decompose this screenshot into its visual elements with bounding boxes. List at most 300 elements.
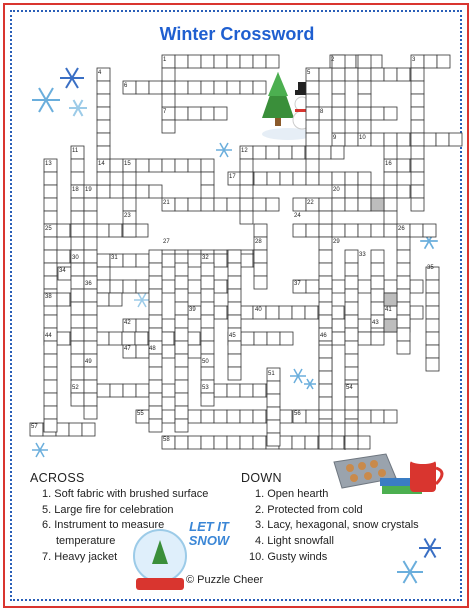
grid-cell[interactable] <box>187 332 200 345</box>
grid-cell[interactable] <box>71 224 84 237</box>
grid-cell[interactable] <box>240 384 253 397</box>
grid-cell[interactable] <box>214 107 227 120</box>
grid-cell[interactable] <box>384 68 397 81</box>
grid-cell[interactable] <box>358 94 371 107</box>
grid-cell[interactable] <box>228 263 241 276</box>
grid-cell[interactable] <box>266 198 279 211</box>
grid-cell[interactable] <box>371 68 384 81</box>
grid-cell[interactable] <box>397 276 410 289</box>
grid-cell[interactable] <box>319 436 332 449</box>
grid-cell[interactable] <box>345 423 358 436</box>
grid-cell[interactable] <box>292 306 305 319</box>
grid-cell[interactable] <box>123 384 136 397</box>
grid-cell[interactable] <box>71 367 84 380</box>
grid-cell[interactable] <box>97 81 110 94</box>
grid-cell[interactable] <box>267 332 280 345</box>
grid-cell[interactable] <box>110 185 123 198</box>
grid-cell[interactable] <box>136 280 149 293</box>
grid-cell[interactable] <box>384 107 397 120</box>
grid-cell[interactable] <box>162 280 175 293</box>
grid-cell[interactable] <box>44 393 57 406</box>
grid-cell[interactable] <box>71 263 84 276</box>
grid-cell[interactable] <box>162 384 175 397</box>
grid-cell[interactable] <box>97 280 110 293</box>
grid-cell[interactable] <box>201 367 214 380</box>
grid-cell[interactable] <box>175 55 188 68</box>
grid-cell[interactable] <box>240 254 253 267</box>
grid-cell[interactable] <box>384 133 397 146</box>
grid-cell[interactable] <box>44 172 57 185</box>
grid-cell[interactable] <box>411 198 424 211</box>
grid-cell[interactable] <box>319 358 332 371</box>
grid-cell[interactable] <box>358 224 371 237</box>
grid-cell[interactable] <box>253 55 266 68</box>
grid-cell[interactable] <box>97 120 110 133</box>
grid-cell[interactable] <box>240 159 253 172</box>
grid-cell[interactable] <box>175 354 188 367</box>
grid-cell[interactable] <box>240 436 253 449</box>
grid-cell[interactable] <box>162 94 175 107</box>
grid-cell[interactable] <box>306 172 319 185</box>
grid-cell[interactable] <box>358 81 371 94</box>
grid-cell[interactable] <box>201 172 214 185</box>
grid-cell[interactable] <box>201 341 214 354</box>
grid-cell[interactable] <box>397 68 410 81</box>
grid-cell[interactable] <box>84 250 97 263</box>
grid-cell[interactable] <box>319 345 332 358</box>
grid-cell[interactable] <box>71 211 84 224</box>
grid-cell[interactable] <box>449 133 462 146</box>
grid-cell[interactable] <box>240 185 253 198</box>
grid-cell[interactable] <box>371 289 384 302</box>
grid-cell[interactable] <box>411 159 424 172</box>
grid-cell[interactable] <box>426 293 439 306</box>
grid-cell[interactable] <box>71 354 84 367</box>
grid-cell[interactable] <box>201 302 214 315</box>
grid-cell[interactable] <box>97 107 110 120</box>
grid-cell[interactable] <box>319 224 332 237</box>
grid-cell[interactable] <box>332 81 345 94</box>
grid-cell[interactable] <box>149 380 162 393</box>
grid-cell[interactable] <box>345 367 358 380</box>
grid-cell[interactable] <box>201 185 214 198</box>
grid-cell[interactable] <box>136 254 149 267</box>
grid-cell[interactable] <box>332 224 345 237</box>
grid-cell[interactable] <box>426 332 439 345</box>
grid-cell[interactable] <box>201 81 214 94</box>
grid-cell[interactable] <box>331 146 344 159</box>
grid-cell[interactable] <box>371 224 384 237</box>
grid-cell[interactable] <box>410 306 423 319</box>
grid-cell[interactable] <box>345 263 358 276</box>
grid-cell[interactable] <box>319 384 332 397</box>
grid-cell[interactable] <box>71 393 84 406</box>
grid-cell[interactable] <box>267 172 280 185</box>
grid-cell[interactable] <box>149 81 162 94</box>
grid-cell[interactable] <box>293 198 306 211</box>
grid-cell[interactable] <box>44 315 57 328</box>
grid-cell[interactable] <box>345 198 358 211</box>
grid-cell[interactable] <box>162 159 175 172</box>
grid-cell[interactable] <box>240 306 253 319</box>
grid-cell[interactable] <box>136 159 149 172</box>
grid-cell[interactable] <box>345 276 358 289</box>
grid-cell[interactable] <box>214 436 227 449</box>
grid-cell[interactable] <box>279 306 292 319</box>
grid-cell[interactable] <box>292 436 305 449</box>
grid-cell[interactable] <box>136 319 149 332</box>
grid-cell[interactable] <box>397 289 410 302</box>
grid-cell[interactable] <box>358 198 371 211</box>
grid-cell[interactable] <box>228 276 241 289</box>
grid-cell[interactable] <box>97 254 110 267</box>
grid-cell[interactable] <box>319 263 332 276</box>
grid-cell[interactable] <box>188 107 201 120</box>
grid-cell[interactable] <box>123 198 136 211</box>
grid-cell[interactable] <box>371 250 384 263</box>
grid-cell[interactable] <box>149 354 162 367</box>
grid-cell[interactable] <box>331 436 344 449</box>
grid-cell[interactable] <box>228 367 241 380</box>
grid-cell[interactable] <box>426 280 439 293</box>
grid-cell[interactable] <box>214 254 227 267</box>
grid-cell[interactable] <box>318 146 331 159</box>
grid-cell[interactable] <box>253 410 266 423</box>
grid-cell[interactable] <box>345 354 358 367</box>
grid-cell[interactable] <box>358 185 371 198</box>
grid-cell[interactable] <box>123 224 136 237</box>
grid-cell[interactable] <box>214 280 227 293</box>
grid-cell[interactable] <box>175 159 188 172</box>
grid-cell[interactable] <box>306 94 319 107</box>
grid-cell[interactable] <box>135 224 148 237</box>
grid-cell[interactable] <box>201 198 214 211</box>
grid-cell[interactable] <box>306 224 319 237</box>
grid-cell[interactable] <box>84 315 97 328</box>
grid-cell[interactable] <box>188 436 201 449</box>
grid-cell[interactable] <box>84 224 97 237</box>
grid-cell[interactable] <box>306 159 319 172</box>
grid-cell[interactable] <box>57 224 70 237</box>
grid-cell[interactable] <box>227 410 240 423</box>
grid-cell[interactable] <box>371 410 384 423</box>
grid-cell[interactable] <box>345 449 358 450</box>
grid-cell[interactable] <box>240 410 253 423</box>
grid-cell[interactable] <box>411 81 424 94</box>
grid-cell[interactable] <box>162 254 175 267</box>
grid-cell[interactable] <box>44 354 57 367</box>
grid-cell[interactable] <box>280 332 293 345</box>
grid-cell[interactable] <box>227 198 240 211</box>
grid-cell[interactable] <box>175 315 188 328</box>
grid-cell[interactable] <box>358 172 371 185</box>
grid-cell[interactable] <box>358 68 371 81</box>
grid-cell[interactable] <box>253 81 266 94</box>
grid-cell[interactable] <box>240 81 253 94</box>
grid-cell[interactable] <box>306 133 319 146</box>
grid-cell[interactable] <box>437 55 450 68</box>
grid-cell[interactable] <box>175 198 188 211</box>
grid-cell[interactable] <box>162 120 175 133</box>
grid-cell[interactable] <box>254 250 267 263</box>
grid-cell[interactable] <box>97 146 110 159</box>
grid-cell[interactable] <box>357 436 370 449</box>
grid-cell[interactable] <box>135 332 148 345</box>
grid-cell[interactable] <box>371 185 384 198</box>
grid-cell[interactable] <box>175 341 188 354</box>
grid-cell[interactable] <box>319 211 332 224</box>
grid-cell[interactable] <box>44 211 57 224</box>
grid-cell[interactable] <box>136 185 149 198</box>
grid-cell[interactable] <box>149 159 162 172</box>
grid-cell[interactable] <box>332 319 345 332</box>
grid-cell[interactable] <box>228 315 241 328</box>
grid-cell[interactable] <box>397 328 410 341</box>
grid-cell[interactable] <box>228 250 241 263</box>
grid-cell[interactable] <box>44 250 57 263</box>
grid-cell[interactable] <box>384 211 397 224</box>
grid-cell[interactable] <box>122 332 135 345</box>
grid-cell[interactable] <box>319 68 332 81</box>
grid-cell[interactable] <box>228 341 241 354</box>
grid-cell[interactable] <box>411 172 424 185</box>
grid-cell[interactable] <box>123 254 136 267</box>
grid-cell[interactable] <box>82 423 95 436</box>
grid-cell[interactable] <box>149 289 162 302</box>
grid-cell[interactable] <box>214 410 227 423</box>
grid-cell[interactable] <box>188 159 201 172</box>
grid-cell[interactable] <box>161 332 174 345</box>
grid-cell[interactable] <box>84 198 97 211</box>
grid-cell[interactable] <box>345 341 358 354</box>
grid-cell[interactable] <box>175 328 188 341</box>
grid-cell[interactable] <box>358 107 371 120</box>
grid-cell[interactable] <box>188 198 201 211</box>
grid-cell[interactable] <box>332 68 345 81</box>
grid-cell[interactable] <box>149 328 162 341</box>
grid-cell[interactable] <box>227 55 240 68</box>
grid-cell[interactable] <box>188 345 201 358</box>
grid-cell[interactable] <box>411 68 424 81</box>
grid-cell[interactable] <box>279 146 292 159</box>
grid-cell[interactable] <box>254 276 267 289</box>
grid-cell[interactable] <box>227 436 240 449</box>
grid-cell[interactable] <box>426 345 439 358</box>
grid-cell[interactable] <box>332 332 345 345</box>
grid-cell[interactable] <box>188 280 201 293</box>
grid-cell[interactable] <box>149 263 162 276</box>
grid-cell[interactable] <box>332 107 345 120</box>
grid-cell[interactable] <box>162 345 175 358</box>
grid-cell[interactable] <box>292 146 305 159</box>
grid-cell[interactable] <box>384 185 397 198</box>
grid-cell[interactable] <box>110 280 123 293</box>
grid-cell[interactable] <box>175 107 188 120</box>
grid-cell[interactable] <box>319 371 332 384</box>
grid-cell[interactable] <box>306 146 319 159</box>
grid-cell[interactable] <box>240 172 253 185</box>
grid-cell[interactable] <box>136 81 149 94</box>
grid-cell[interactable] <box>254 332 267 345</box>
grid-cell[interactable] <box>319 276 332 289</box>
grid-cell[interactable] <box>253 384 266 397</box>
grid-cell[interactable] <box>71 159 84 172</box>
grid-cell[interactable] <box>71 198 84 211</box>
grid-cell[interactable] <box>384 280 397 293</box>
grid-cell[interactable] <box>227 384 240 397</box>
grid-cell[interactable] <box>253 198 266 211</box>
grid-cell[interactable] <box>44 276 57 289</box>
grid-cell[interactable] <box>175 367 188 380</box>
grid-cell[interactable] <box>84 393 97 406</box>
grid-cell[interactable] <box>97 133 110 146</box>
grid-cell[interactable] <box>149 419 162 432</box>
grid-cell[interactable] <box>397 237 410 250</box>
grid-cell[interactable] <box>358 280 371 293</box>
grid-cell[interactable] <box>136 345 149 358</box>
grid-cell[interactable] <box>188 410 201 423</box>
grid-cell[interactable] <box>397 341 410 354</box>
grid-cell[interactable] <box>109 224 122 237</box>
grid-cell[interactable] <box>319 250 332 263</box>
grid-cell[interactable] <box>175 81 188 94</box>
grid-cell[interactable] <box>358 55 371 68</box>
grid-cell[interactable] <box>44 263 57 276</box>
grid-cell[interactable] <box>306 120 319 133</box>
grid-cell[interactable] <box>175 406 188 419</box>
grid-cell[interactable] <box>44 367 57 380</box>
grid-cell[interactable] <box>162 319 175 332</box>
grid-cell[interactable] <box>397 159 410 172</box>
grid-cell[interactable] <box>201 315 214 328</box>
grid-cell[interactable] <box>201 107 214 120</box>
grid-cell[interactable] <box>332 198 345 211</box>
grid-cell[interactable] <box>345 436 358 449</box>
grid-cell[interactable] <box>240 198 253 211</box>
grid-cell[interactable] <box>397 263 410 276</box>
grid-cell[interactable] <box>109 293 122 306</box>
grid-cell[interactable] <box>306 280 319 293</box>
grid-cell[interactable] <box>201 263 214 276</box>
grid-cell[interactable] <box>345 224 358 237</box>
grid-cell[interactable] <box>84 328 97 341</box>
grid-cell[interactable] <box>123 280 136 293</box>
grid-cell[interactable] <box>411 107 424 120</box>
grid-cell[interactable] <box>423 133 436 146</box>
grid-cell[interactable] <box>345 250 358 263</box>
grid-cell[interactable] <box>306 410 319 423</box>
grid-cell[interactable] <box>411 146 424 159</box>
grid-cell[interactable] <box>397 185 410 198</box>
grid-cell[interactable] <box>305 306 318 319</box>
grid-cell[interactable] <box>279 410 292 423</box>
grid-cell[interactable] <box>345 315 358 328</box>
grid-cell[interactable] <box>44 341 57 354</box>
grid-cell[interactable] <box>371 133 384 146</box>
grid-cell[interactable] <box>371 276 384 289</box>
grid-cell[interactable] <box>84 380 97 393</box>
grid-cell[interactable] <box>175 393 188 406</box>
grid-cell[interactable] <box>44 406 57 419</box>
grid-cell[interactable] <box>267 420 280 433</box>
grid-cell[interactable] <box>426 358 439 371</box>
grid-cell[interactable] <box>84 211 97 224</box>
grid-cell[interactable] <box>397 250 410 263</box>
grid-cell[interactable] <box>71 276 84 289</box>
grid-cell[interactable] <box>411 185 424 198</box>
grid-cell[interactable] <box>410 224 423 237</box>
grid-cell[interactable] <box>56 423 69 436</box>
grid-cell[interactable] <box>240 55 253 68</box>
grid-cell[interactable] <box>149 302 162 315</box>
grid-cell[interactable] <box>201 159 214 172</box>
grid-cell[interactable] <box>149 406 162 419</box>
grid-cell[interactable] <box>71 172 84 185</box>
grid-cell[interactable] <box>319 237 332 250</box>
grid-cell[interactable] <box>254 263 267 276</box>
grid-cell[interactable] <box>345 185 358 198</box>
grid-cell[interactable] <box>97 267 110 280</box>
grid-cell[interactable] <box>411 133 424 146</box>
grid-cell[interactable] <box>175 419 188 432</box>
grid-cell[interactable] <box>57 250 70 263</box>
grid-cell[interactable] <box>240 211 253 224</box>
grid-cell[interactable] <box>96 224 109 237</box>
grid-cell[interactable] <box>175 436 188 449</box>
grid-cell[interactable] <box>267 433 280 446</box>
grid-cell[interactable] <box>136 384 149 397</box>
grid-cell[interactable] <box>149 185 162 198</box>
grid-cell[interactable] <box>228 354 241 367</box>
grid-cell[interactable] <box>201 436 214 449</box>
grid-cell[interactable] <box>149 393 162 406</box>
grid-cell[interactable] <box>267 394 280 407</box>
grid-cell[interactable] <box>423 224 436 237</box>
grid-cell[interactable] <box>96 332 109 345</box>
grid-cell[interactable] <box>201 289 214 302</box>
grid-cell[interactable] <box>397 302 410 315</box>
grid-cell[interactable] <box>436 133 449 146</box>
grid-cell[interactable] <box>84 341 97 354</box>
grid-cell[interactable] <box>371 263 384 276</box>
grid-cell[interactable] <box>371 302 384 315</box>
grid-cell[interactable] <box>201 328 214 341</box>
grid-cell[interactable] <box>149 276 162 289</box>
grid-cell[interactable] <box>411 120 424 133</box>
grid-cell[interactable] <box>358 120 371 133</box>
grid-cell[interactable] <box>84 237 97 250</box>
grid-cell[interactable] <box>201 410 214 423</box>
grid-cell[interactable] <box>97 384 110 397</box>
grid-cell[interactable] <box>44 198 57 211</box>
grid-cell[interactable] <box>175 263 188 276</box>
grid-cell[interactable] <box>214 55 227 68</box>
grid-cell[interactable] <box>332 280 345 293</box>
grid-cell[interactable] <box>228 289 241 302</box>
grid-cell[interactable] <box>162 68 175 81</box>
grid-cell[interactable] <box>358 410 371 423</box>
grid-cell[interactable] <box>293 172 306 185</box>
grid-cell[interactable] <box>214 384 227 397</box>
grid-cell[interactable] <box>306 81 319 94</box>
grid-cell[interactable] <box>84 302 97 315</box>
grid-cell[interactable] <box>305 436 318 449</box>
grid-cell[interactable] <box>345 107 358 120</box>
grid-cell[interactable] <box>319 397 332 410</box>
grid-cell[interactable] <box>397 315 410 328</box>
grid-cell[interactable] <box>175 289 188 302</box>
grid-cell[interactable] <box>411 94 424 107</box>
